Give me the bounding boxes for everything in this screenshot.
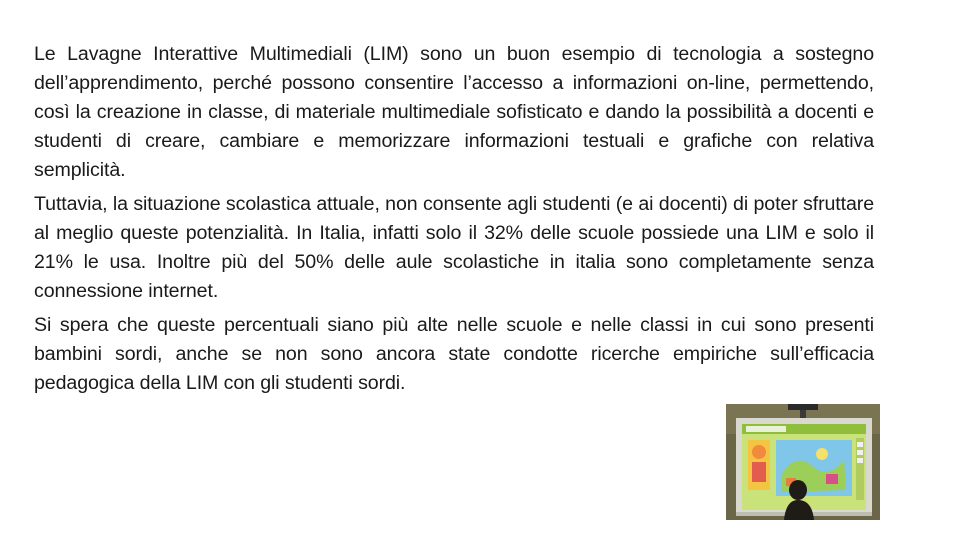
body-text: [34, 40, 874, 403]
paragraph-deaf-students: Si spera che queste percentuali siano più alte nelle scuole e nelle classi in cui sono presenti bambini sordi, anche se non sono ancora state condotte ricerche empiriche sull’efficacia pedagogica della LIM con gli studenti sordi.: [34, 314, 874, 394]
interactive-whiteboard-photo: [726, 404, 880, 520]
paragraph-italian-situation: Tuttavia, la situazione scolastica attuale, non consente agli studenti (e ai docenti) di poter sfruttare al meglio queste potenzialità. In Italia, infatti solo il 32% delle scuole possiede una LIM e solo il 21% le usa. Inoltre più del 50% delle aule scolastiche in italia sono completamente senza connessione internet.: [34, 193, 874, 302]
paragraph-lim-intro: Le Lavagne Interattive Multimediali (LIM) sono un buon esempio di tecnologia a sostegno dell’apprendimento, perché possono consentire l’accesso a informazioni on-line, permettendo, così la creazione in classe, di materiale multimediale sofisticato e dando la possibilità a docenti e studenti di creare, cambiare e memorizzare informazioni testuali e grafiche con relativa semplicità.: [34, 43, 874, 181]
